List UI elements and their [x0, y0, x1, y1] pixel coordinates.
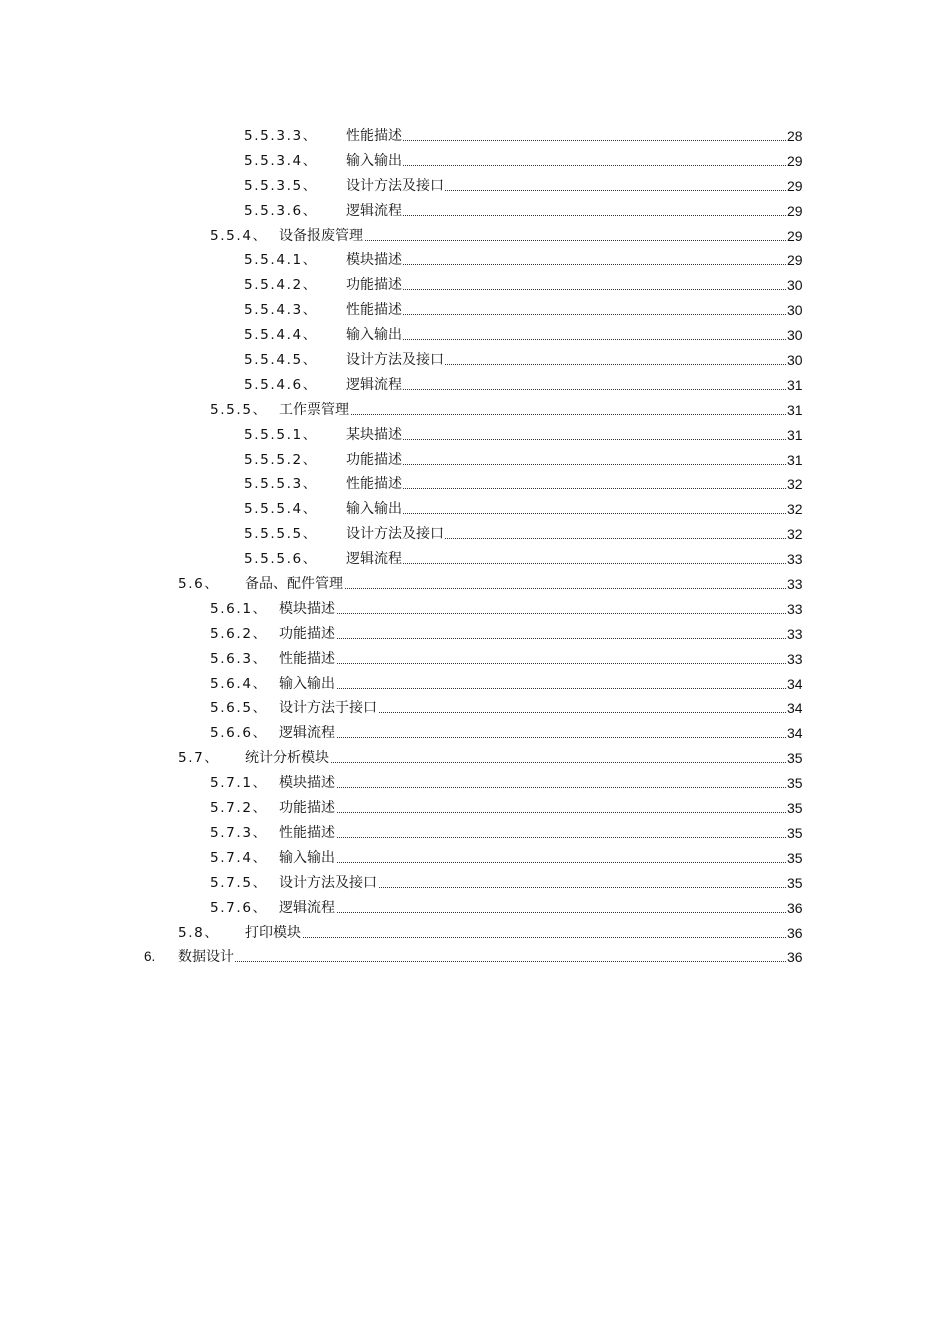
toc-entry-title: 性能描述 — [346, 128, 402, 144]
dotted-leader — [346, 389, 786, 390]
toc-entry — [0, 497, 950, 522]
dotted-leader — [245, 937, 786, 938]
dotted-leader — [279, 688, 786, 689]
toc-entry-page-number: 31 — [787, 376, 803, 393]
toc-entry-title-with-leader — [279, 721, 786, 746]
toc-entry-number: 5.6.2、 — [210, 625, 268, 642]
toc-entry — [0, 572, 950, 597]
toc-entry-title-with-leader — [245, 572, 786, 597]
toc-entry-page-number: 31 — [787, 451, 803, 468]
toc-entry-title-with-leader — [346, 248, 786, 273]
toc-entry-title: 性能描述 — [279, 650, 335, 667]
toc-entry-title-with-leader — [279, 821, 786, 846]
toc-entry — [0, 547, 950, 572]
toc-entry-title: 某块描述 — [346, 426, 402, 443]
toc-entry-number: 5.6.6、 — [210, 725, 268, 742]
toc-entry-title: 功能描述 — [346, 451, 402, 468]
toc-entry — [0, 622, 950, 647]
dotted-leader — [279, 912, 786, 913]
toc-entry-title: 模块描述 — [279, 600, 335, 617]
toc-entry-number: 5.6.3、 — [210, 650, 268, 667]
toc-entry — [0, 945, 950, 970]
toc-entry-page-number: 33 — [787, 625, 803, 642]
dotted-leader — [346, 339, 786, 340]
toc-entry-title-with-leader — [346, 373, 786, 398]
toc-entry-title-with-leader — [279, 597, 786, 622]
dotted-leader — [178, 961, 786, 962]
toc-entry-title: 功能描述 — [279, 800, 335, 817]
toc-entry-title: 输入输出 — [346, 152, 402, 169]
toc-entry-number: 5.5.3.4、 — [244, 152, 318, 169]
toc-entry-title-with-leader — [178, 945, 786, 970]
toc-entry-page-number: 35 — [787, 849, 803, 866]
toc-entry-title-with-leader — [279, 696, 786, 721]
toc-entry — [0, 846, 950, 871]
toc-entry-number: 5.5.5、 — [210, 401, 268, 418]
toc-entry-title-with-leader — [279, 224, 786, 249]
toc-entry-number: 5.5.5.5、 — [244, 526, 318, 543]
toc-entry-number: 5.7.5、 — [210, 874, 268, 891]
toc-entry-title-with-leader — [346, 323, 786, 348]
toc-entry-title: 设计方法于接口 — [279, 700, 377, 717]
toc-entry-title-with-leader — [279, 846, 786, 871]
toc-entry-title-with-leader — [245, 746, 786, 771]
toc-entry-title-with-leader — [346, 497, 786, 522]
toc-entry-title: 输入输出 — [346, 327, 402, 344]
toc-entry-title-with-leader — [346, 174, 786, 199]
toc-entry-number: 5.5.5.2、 — [244, 451, 318, 468]
toc-entry-number: 5.5.5.4、 — [244, 501, 318, 518]
toc-entry-number: 5.5.5.6、 — [244, 551, 318, 568]
toc-entry-page-number: 31 — [787, 426, 803, 443]
toc-entry-page-number: 35 — [787, 824, 803, 841]
toc-entry-title: 数据设计 — [178, 949, 234, 966]
toc-entry-page-number: 30 — [787, 327, 803, 344]
toc-entry-title-with-leader — [279, 896, 786, 921]
toc-entry-number: 5.7.2、 — [210, 800, 268, 817]
toc-entry-page-number: 29 — [787, 152, 803, 169]
dotted-leader — [346, 513, 786, 514]
toc-entry-number: 5.7.4、 — [210, 849, 268, 866]
toc-entry-title-with-leader — [346, 199, 786, 224]
toc-entry-number: 5.5.5.3、 — [244, 476, 318, 493]
toc-entry-page-number: 31 — [787, 401, 803, 418]
dotted-leader — [346, 289, 786, 290]
toc-entry — [0, 522, 950, 547]
toc-entry-page-number: 32 — [787, 476, 803, 493]
toc-entry-page-number: 28 — [787, 128, 803, 144]
toc-entry-title-with-leader — [346, 348, 786, 373]
toc-entry — [0, 323, 950, 348]
toc-entry-title: 输入输出 — [279, 675, 335, 692]
toc-entry-title: 逻辑流程 — [346, 551, 402, 568]
toc-entry-title: 备品、配件管理 — [245, 576, 343, 593]
toc-entry — [0, 597, 950, 622]
toc-entry — [0, 174, 950, 199]
dotted-leader — [279, 737, 786, 738]
toc-entry-page-number: 29 — [787, 252, 803, 269]
toc-entry-title-with-leader — [346, 522, 786, 547]
toc-entry-title: 性能描述 — [346, 302, 402, 319]
toc-entry-number: 5.5.4.4、 — [244, 327, 318, 344]
dotted-leader — [346, 140, 786, 141]
toc-entry-title: 逻辑流程 — [279, 725, 335, 742]
toc-entry — [0, 896, 950, 921]
toc-entry-page-number: 34 — [787, 675, 803, 692]
toc-entry-page-number: 33 — [787, 576, 803, 593]
toc-entry-number: 5.5.3.6、 — [244, 202, 318, 219]
toc-entry-number: 5.5.3.5、 — [244, 177, 318, 194]
toc-entry-title-with-leader — [279, 771, 786, 796]
toc-entry-title-with-leader — [346, 547, 786, 572]
toc-entry — [0, 298, 950, 323]
toc-entry-title-with-leader — [346, 298, 786, 323]
toc-entry-page-number: 36 — [787, 949, 803, 966]
toc-entry-title-with-leader — [346, 149, 786, 174]
toc-entry-title-with-leader — [279, 796, 786, 821]
dotted-leader — [279, 862, 786, 863]
dotted-leader — [346, 439, 786, 440]
dotted-leader — [279, 663, 786, 664]
toc-entry-number: 5.5.4、 — [210, 227, 268, 244]
toc-entry-title-with-leader — [346, 472, 786, 497]
toc-entry-page-number: 30 — [787, 352, 803, 369]
toc-entry-title: 输入输出 — [279, 849, 335, 866]
toc-entry — [0, 871, 950, 896]
dotted-leader — [279, 414, 786, 415]
toc-entry-title-with-leader — [245, 921, 786, 946]
dotted-leader — [279, 787, 786, 788]
toc-entry-number: 5.6.5、 — [210, 700, 268, 717]
toc-entry-page-number: 34 — [787, 725, 803, 742]
toc-entry — [0, 398, 950, 423]
toc-entry-page-number: 34 — [787, 700, 803, 717]
toc-entry-page-number: 33 — [787, 600, 803, 617]
toc-entry-number: 5.7.3、 — [210, 824, 268, 841]
toc-entry — [0, 647, 950, 672]
toc-entry — [0, 472, 950, 497]
toc-entry-title: 模块描述 — [279, 775, 335, 792]
toc-entry-page-number: 36 — [787, 899, 803, 916]
toc-entry-page-number: 30 — [787, 277, 803, 294]
table-of-contents — [0, 124, 950, 970]
toc-entry-title: 设备报废管理 — [279, 227, 363, 244]
toc-entry-number: 5.5.4.6、 — [244, 376, 318, 393]
toc-entry-title-with-leader — [346, 273, 786, 298]
dotted-leader — [346, 165, 786, 166]
toc-entry — [0, 821, 950, 846]
toc-entry — [0, 448, 950, 473]
toc-entry-title-with-leader — [279, 672, 786, 697]
toc-entry-title: 功能描述 — [279, 625, 335, 642]
toc-entry-number: 5.7.6、 — [210, 899, 268, 916]
dotted-leader — [346, 264, 786, 265]
toc-entry-title-with-leader — [279, 622, 786, 647]
toc-entry-number: 5.5.5.1、 — [244, 426, 318, 443]
toc-entry-number: 5.5.4.5、 — [244, 352, 318, 369]
toc-entry-title: 打印模块 — [245, 924, 301, 941]
toc-entry-number: 6. — [144, 949, 156, 965]
toc-entry-title: 逻辑流程 — [279, 899, 335, 916]
toc-entry-title: 工作票管理 — [279, 401, 349, 418]
toc-entry-number: 5.8、 — [178, 924, 220, 941]
dotted-leader — [279, 638, 786, 639]
dotted-leader — [279, 613, 786, 614]
toc-entry-page-number: 32 — [787, 501, 803, 518]
dotted-leader — [279, 837, 786, 838]
toc-entry-number: 5.6.4、 — [210, 675, 268, 692]
toc-entry-page-number: 29 — [787, 202, 803, 219]
toc-entry — [0, 224, 950, 249]
toc-entry-title: 输入输出 — [346, 501, 402, 518]
toc-entry-number: 5.5.4.3、 — [244, 302, 318, 319]
toc-entry — [0, 672, 950, 697]
toc-entry — [0, 796, 950, 821]
toc-entry — [0, 273, 950, 298]
toc-entry — [0, 696, 950, 721]
toc-entry-title-with-leader — [279, 398, 786, 423]
toc-entry-page-number: 33 — [787, 551, 803, 568]
toc-entry-title: 性能描述 — [279, 824, 335, 841]
toc-entry-title-with-leader — [279, 647, 786, 672]
toc-entry-number: 5.5.3.3、 — [244, 128, 318, 144]
toc-entry-page-number: 36 — [787, 924, 803, 941]
toc-entry-title: 设计方法及接口 — [279, 874, 377, 891]
toc-entry-page-number: 33 — [787, 650, 803, 667]
dotted-leader — [346, 314, 786, 315]
toc-entry-number: 5.5.4.2、 — [244, 277, 318, 294]
toc-entry-page-number: 30 — [787, 302, 803, 319]
toc-entry-title: 逻辑流程 — [346, 376, 402, 393]
toc-entry-number: 5.7.1、 — [210, 775, 268, 792]
toc-entry-title: 功能描述 — [346, 277, 402, 294]
toc-entry — [0, 124, 950, 149]
toc-entry-title-with-leader — [346, 124, 786, 149]
toc-entry-page-number: 32 — [787, 526, 803, 543]
toc-entry-title: 设计方法及接口 — [346, 352, 444, 369]
toc-entry-number: 5.5.4.1、 — [244, 252, 318, 269]
toc-entry-page-number: 35 — [787, 874, 803, 891]
toc-entry-page-number: 35 — [787, 800, 803, 817]
toc-entry-title-with-leader — [346, 448, 786, 473]
dotted-leader — [346, 563, 786, 564]
toc-entry-page-number: 35 — [787, 775, 803, 792]
toc-entry-title: 设计方法及接口 — [346, 526, 444, 543]
toc-entry — [0, 373, 950, 398]
toc-entry-title: 逻辑流程 — [346, 202, 402, 219]
dotted-leader — [346, 464, 786, 465]
toc-entry-number: 5.7、 — [178, 750, 220, 767]
toc-entry-title: 设计方法及接口 — [346, 177, 444, 194]
toc-entry — [0, 721, 950, 746]
toc-entry — [0, 149, 950, 174]
dotted-leader — [346, 488, 786, 489]
dotted-leader — [279, 812, 786, 813]
toc-entry — [0, 348, 950, 373]
toc-entry-title-with-leader — [346, 423, 786, 448]
toc-entry-title: 统计分析模块 — [245, 750, 329, 767]
toc-entry — [0, 771, 950, 796]
toc-entry — [0, 921, 950, 946]
toc-entry — [0, 248, 950, 273]
toc-entry-page-number: 29 — [787, 227, 803, 244]
toc-entry — [0, 423, 950, 448]
toc-entry-title: 性能描述 — [346, 476, 402, 493]
toc-entry-title-with-leader — [279, 871, 786, 896]
toc-entry — [0, 746, 950, 771]
toc-entry-title: 模块描述 — [346, 252, 402, 269]
toc-entry — [0, 199, 950, 224]
toc-entry-number: 5.6、 — [178, 576, 220, 593]
toc-entry-page-number: 29 — [787, 177, 803, 194]
dotted-leader — [346, 215, 786, 216]
toc-entry-page-number: 35 — [787, 750, 803, 767]
toc-entry-number: 5.6.1、 — [210, 600, 268, 617]
